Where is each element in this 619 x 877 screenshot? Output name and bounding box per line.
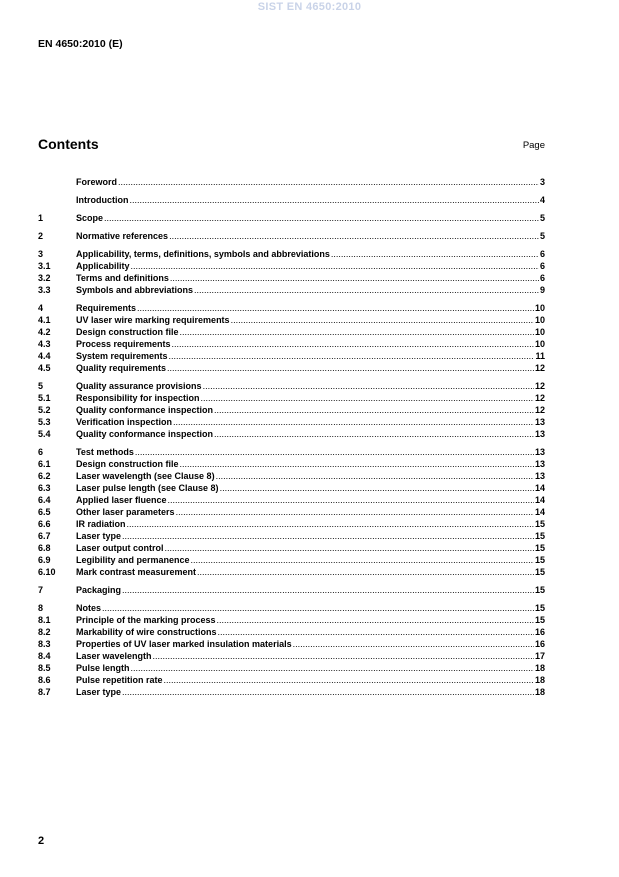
toc-entry-page: 15: [534, 519, 545, 529]
toc-entry-number: 5.3: [38, 417, 51, 427]
toc-entry-page: 12: [534, 405, 545, 415]
toc-entry-number: 8.7: [38, 687, 51, 697]
toc-entry[interactable]: [38, 650, 545, 662]
toc-entry[interactable]: [38, 326, 545, 338]
toc-entry-label: Laser type: [76, 531, 122, 541]
toc-entry[interactable]: [38, 338, 545, 350]
toc-entry-page: 14: [534, 483, 545, 493]
toc-entry-number: 8.5: [38, 663, 51, 673]
toc-entry-label: Laser output control: [76, 543, 164, 553]
toc-entry-label: Requirements: [76, 303, 137, 313]
toc-entry-label: Scope: [76, 213, 104, 223]
toc-entry[interactable]: [38, 614, 545, 626]
toc-entry-label: Quality conformance inspection: [76, 405, 214, 415]
toc-entry-number: 6.9: [38, 555, 51, 565]
toc-entry-number: 6.5: [38, 507, 51, 517]
toc-entry-leader: [219, 482, 534, 494]
toc-entry-label: Quality assurance provisions: [76, 381, 202, 391]
toc-entry-leader: [163, 674, 534, 686]
toc-entry[interactable]: [38, 662, 545, 674]
toc-entry-page: 5: [539, 213, 545, 223]
toc-entry[interactable]: [38, 176, 545, 188]
toc-entry-page: 6: [539, 249, 545, 259]
toc-entry-number: 3.2: [38, 273, 51, 283]
toc-entry-page: 12: [534, 393, 545, 403]
toc-entry-number: 8.4: [38, 651, 51, 661]
toc-entry-label: Quality requirements: [76, 363, 167, 373]
toc-entry-leader: [117, 176, 539, 188]
toc-entry-label: Symbols and abbreviations: [76, 285, 194, 295]
toc-entry-page: 12: [534, 381, 545, 391]
toc-entry[interactable]: [38, 602, 545, 614]
toc-entry-number: 3.3: [38, 285, 51, 295]
toc-entry-leader: [171, 338, 534, 350]
toc-entry-number: 8.1: [38, 615, 51, 625]
toc-entry-number: 4.2: [38, 327, 51, 337]
toc-entry-label: Laser pulse length (see Clause 8): [76, 483, 219, 493]
toc-entry[interactable]: [38, 446, 545, 458]
toc-entry-page: 10: [534, 303, 545, 313]
toc-entry-page: 11: [535, 351, 545, 361]
toc-entry-label: Foreword: [76, 177, 118, 187]
toc-entry-number: 6.3: [38, 483, 51, 493]
toc-entry-number: 6.2: [38, 471, 51, 481]
toc-entry-leader: [152, 650, 534, 662]
toc-entry[interactable]: [38, 272, 545, 284]
toc-entry-leader: [129, 194, 539, 206]
toc-entry-label: Laser type: [76, 687, 122, 697]
toc-entry-label: Normative references: [76, 231, 169, 241]
toc-entry-page: 17: [534, 651, 545, 661]
toc-entry-leader: [130, 662, 534, 674]
toc-entry-page: 14: [534, 507, 545, 517]
toc-entry-label: Pulse repetition rate: [76, 675, 163, 685]
page-column-label: Page: [522, 140, 545, 151]
toc-entry[interactable]: [38, 584, 545, 596]
toc-entry-page: 9: [539, 285, 545, 295]
toc-entry-leader: [179, 326, 534, 338]
toc-entry-page: 10: [534, 315, 545, 325]
toc-entry-leader: [330, 248, 539, 260]
toc-entry-page: 3: [539, 177, 545, 187]
toc-entry-leader: [164, 542, 534, 554]
toc-entry-leader: [213, 404, 534, 416]
toc-entry-leader: [202, 380, 534, 392]
toc-entry[interactable]: [38, 566, 545, 578]
toc-entry-number: 1: [38, 213, 44, 223]
toc-entry-label: Quality conformance inspection: [76, 429, 214, 439]
toc-entry-label: Design construction file: [76, 459, 179, 469]
toc-entry-leader: [121, 530, 534, 542]
toc-entry-page: 15: [534, 603, 545, 613]
toc-entry-label: Terms and definitions: [76, 273, 169, 283]
toc-entry[interactable]: [38, 212, 545, 224]
toc-entry[interactable]: [38, 518, 545, 530]
toc-entry[interactable]: [38, 482, 545, 494]
toc-entry-number: 7: [38, 585, 44, 595]
toc-entry-number: 4.3: [38, 339, 51, 349]
toc-entry[interactable]: [38, 260, 545, 272]
toc-entry-label: Test methods: [76, 447, 134, 457]
toc-entry-label: Process requirements: [76, 339, 171, 349]
page-number: 2: [38, 835, 45, 847]
toc-entry-leader: [121, 686, 534, 698]
toc-entry-label: Pulse length: [76, 663, 130, 673]
toc-entry-page: 18: [534, 675, 545, 685]
toc-entry-number: 6: [38, 447, 44, 457]
toc-entry[interactable]: [38, 392, 545, 404]
toc-entry-leader: [175, 506, 534, 518]
toc-entry-leader: [200, 392, 534, 404]
toc-entry-page: 13: [534, 417, 545, 427]
page-title: Contents: [38, 136, 99, 152]
toc-entry-number: 4: [38, 303, 44, 313]
toc-entry-number: 3: [38, 249, 44, 259]
toc-entry-leader: [134, 446, 534, 458]
toc-entry[interactable]: [38, 494, 545, 506]
toc-entry-page: 16: [534, 639, 545, 649]
toc-entry-page: 10: [534, 339, 545, 349]
toc-entry-number: 4.5: [38, 363, 51, 373]
toc-entry-page: 15: [534, 567, 545, 577]
toc-entry-leader: [196, 566, 534, 578]
toc-entry-number: 6.8: [38, 543, 51, 553]
toc-entry-number: 3.1: [38, 261, 51, 271]
toc-entry-number: 8: [38, 603, 44, 613]
toc-entry-leader: [193, 284, 539, 296]
toc-entry-label: Verification inspection: [76, 417, 173, 427]
toc-entry-label: IR radiation: [76, 519, 126, 529]
toc-entry-leader: [168, 350, 535, 362]
toc-entry-leader: [136, 302, 534, 314]
toc-entry[interactable]: [38, 362, 545, 374]
toc-entry[interactable]: [38, 506, 545, 518]
toc-entry-label: Packaging: [76, 585, 122, 595]
toc-entry-label: Design construction file: [76, 327, 179, 337]
toc-entry-number: 4.1: [38, 315, 51, 325]
toc-entry[interactable]: [38, 230, 545, 242]
toc-entry[interactable]: [38, 686, 545, 698]
toc-entry[interactable]: [38, 404, 545, 416]
toc-entry[interactable]: [38, 638, 545, 650]
toc-entry-leader: [167, 494, 534, 506]
toc-entry-number: 5.2: [38, 405, 51, 415]
watermark: SIST EN 4650:2010: [257, 1, 362, 13]
toc-entry-page: 13: [534, 471, 545, 481]
toc-entry-label: System requirements: [76, 351, 168, 361]
toc-entry-page: 4: [539, 195, 545, 205]
toc-entry-number: 5.1: [38, 393, 51, 403]
toc-entry-leader: [190, 554, 534, 566]
toc-entry-label: Other laser parameters: [76, 507, 175, 517]
toc-entry-leader: [103, 212, 539, 224]
toc-entry-label: Principle of the marking process: [76, 615, 216, 625]
toc-entry[interactable]: [38, 428, 545, 440]
toc-entry-label: Legibility and permanence: [76, 555, 190, 565]
toc-entry-page: 15: [534, 585, 545, 595]
toc-entry-number: 8.2: [38, 627, 51, 637]
toc-entry-leader: [126, 518, 534, 530]
toc-entry[interactable]: [38, 284, 545, 296]
toc-entry-number: 8.6: [38, 675, 51, 685]
toc-entry-number: 4.4: [38, 351, 51, 361]
toc-entry-page: 16: [534, 627, 545, 637]
toc-entry-page: 18: [534, 663, 545, 673]
toc-entry-leader: [121, 584, 534, 596]
toc-entry-leader: [179, 458, 534, 470]
toc-entry-label: UV laser wire marking requirements: [76, 315, 230, 325]
table-of-contents: [38, 176, 545, 698]
toc-entry-leader: [216, 614, 534, 626]
toc-entry[interactable]: [38, 416, 545, 428]
toc-entry-label: Markability of wire constructions: [76, 627, 217, 637]
toc-entry-page: 6: [539, 273, 545, 283]
toc-entry[interactable]: [38, 314, 545, 326]
toc-entry-label: Applicability, terms, definitions, symbols and abbreviations: [76, 249, 330, 259]
toc-entry-leader: [130, 260, 539, 272]
toc-entry-page: 13: [534, 429, 545, 439]
toc-entry-number: 6.6: [38, 519, 51, 529]
toc-entry-label: Properties of UV laser marked insulation materials: [76, 639, 292, 649]
toc-entry-label: Responsibility for inspection: [76, 393, 200, 403]
toc-entry-number: 6.7: [38, 531, 51, 541]
toc-entry[interactable]: [38, 626, 545, 638]
toc-entry[interactable]: [38, 674, 545, 686]
toc-entry-number: 6.4: [38, 495, 51, 505]
toc-entry-page: 10: [534, 327, 545, 337]
toc-entry[interactable]: [38, 194, 545, 206]
toc-entry-label: Introduction: [76, 195, 129, 205]
toc-entry-page: 12: [534, 363, 545, 373]
toc-entry-leader: [101, 602, 534, 614]
toc-entry-number: 5.4: [38, 429, 51, 439]
toc-entry-leader: [168, 230, 539, 242]
toc-entry-number: 2: [38, 231, 44, 241]
toc-entry[interactable]: [38, 380, 545, 392]
toc-entry[interactable]: [38, 554, 545, 566]
toc-entry-number: 6.10: [38, 567, 56, 577]
toc-entry-number: 5: [38, 381, 44, 391]
toc-entry-page: 5: [539, 231, 545, 241]
toc-entry-label: Notes: [76, 603, 102, 613]
toc-entry-leader: [230, 314, 534, 326]
toc-entry-page: 13: [534, 459, 545, 469]
toc-entry[interactable]: [38, 530, 545, 542]
toc-entry-number: 8.3: [38, 639, 51, 649]
toc-entry-page: 15: [534, 615, 545, 625]
toc-entry-leader: [166, 362, 534, 374]
toc-entry[interactable]: [38, 302, 545, 314]
toc-entry-leader: [292, 638, 534, 650]
toc-entry-label: Applied laser fluence: [76, 495, 167, 505]
toc-entry-page: 14: [534, 495, 545, 505]
toc-entry-page: 15: [534, 531, 545, 541]
toc-entry-leader: [217, 626, 534, 638]
toc-entry-leader: [169, 272, 539, 284]
toc-entry-label: Mark contrast measurement: [76, 567, 197, 577]
toc-entry-leader: [215, 470, 534, 482]
toc-entry-label: Laser wavelength (see Clause 8): [76, 471, 215, 481]
toc-entry[interactable]: [38, 350, 545, 362]
toc-entry-leader: [213, 428, 534, 440]
toc-entry[interactable]: [38, 248, 545, 260]
toc-entry-number: 6.1: [38, 459, 51, 469]
toc-entry-leader: [172, 416, 534, 428]
toc-entry-label: Applicability: [76, 261, 130, 271]
toc-entry-page: 18: [534, 687, 545, 697]
document-id: EN 4650:2010 (E): [38, 38, 123, 50]
toc-entry-page: 6: [539, 261, 545, 271]
toc-entry-label: Laser wavelength: [76, 651, 152, 661]
toc-entry-page: 15: [534, 543, 545, 553]
toc-entry[interactable]: [38, 470, 545, 482]
toc-entry[interactable]: [38, 458, 545, 470]
toc-entry[interactable]: [38, 542, 545, 554]
toc-entry-page: 13: [534, 447, 545, 457]
toc-entry-page: 15: [534, 555, 545, 565]
